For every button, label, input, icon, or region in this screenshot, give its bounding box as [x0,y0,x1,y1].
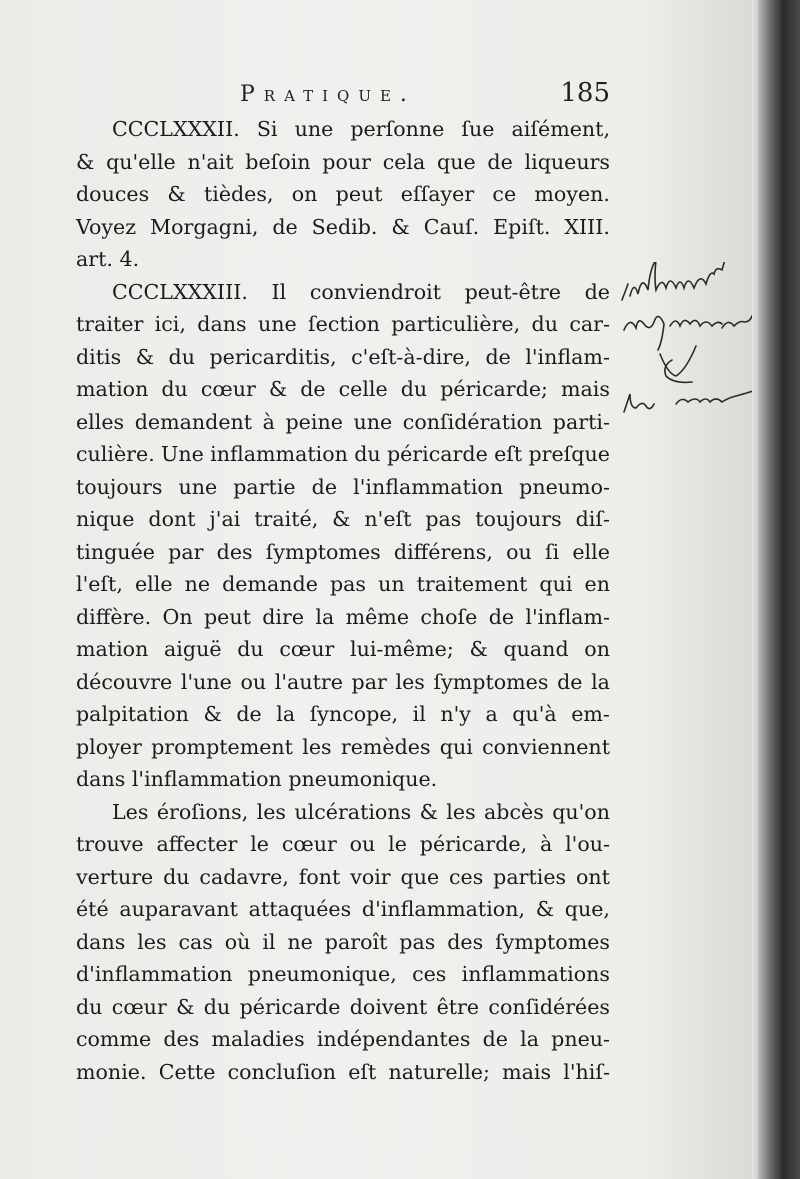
word: quand [503,637,569,661]
body-text [76,113,610,1088]
word: Voyez [76,214,137,239]
word: pericarditis, [209,344,337,369]
word: la [591,669,610,694]
word: cœur [281,832,337,856]
word: les [137,929,167,954]
word: & [419,799,438,824]
word: que [437,149,476,174]
word: Morgagni, [150,214,259,239]
text-line [76,1056,610,1089]
word: auparavant [119,897,238,921]
book-binding [758,0,800,1179]
text-line [76,893,610,926]
word: il [412,702,426,726]
word: les [395,669,425,694]
word: du [531,312,558,336]
word: cœur [200,377,256,401]
word: comme [76,1027,152,1051]
word: l'eſt, [76,572,123,596]
word: demandent [134,409,253,434]
word: par [168,539,204,564]
word: ou [506,539,532,564]
word: mais [560,377,610,401]
word: une [294,117,334,141]
word: des [163,1027,200,1051]
word: les [302,734,332,759]
word: conſidérées [488,994,610,1019]
word: été [76,897,109,921]
word: ditis [76,344,122,369]
text-line [76,341,610,374]
word: & [332,507,351,531]
word: On [162,604,193,629]
word: mation [76,377,149,401]
text-line [76,503,610,536]
word: dans [197,312,247,336]
word: eſt [348,1059,377,1084]
word: où [224,929,251,954]
word: elles [76,409,125,434]
text-line [76,698,610,731]
word: Cette [158,1059,216,1084]
word: qui [539,572,573,596]
word: diffère. [76,604,152,629]
word: ou [349,832,376,856]
word: choſe [420,604,478,629]
word: cadavre, [199,864,289,889]
word: font [298,864,341,889]
word: palpitation [76,702,189,726]
word: Sedib. [311,214,378,239]
word: peine [285,409,343,434]
word: Cauſ. [423,214,480,239]
word: ſection [308,312,380,336]
word: douces [76,182,150,206]
text-line [76,796,610,829]
word: c'eſt-à-dire, [351,344,471,369]
word: mais [502,1059,552,1084]
word: affecter [156,832,238,856]
word: à [539,832,553,856]
word: culière. [76,442,155,466]
word: être [436,994,480,1019]
word: elle [572,539,610,564]
word: ou [240,669,267,694]
word: & [176,994,195,1019]
word: attaquées [248,897,352,921]
word: une [257,312,297,336]
text-line [76,958,610,991]
word: conviennent [482,734,610,759]
word: peut [335,182,383,206]
word: & [268,377,288,401]
word: l'inflammation [353,474,504,499]
word: em- [571,702,610,726]
word: du [161,377,188,401]
text-line [76,243,610,276]
word: péricarde; [440,377,548,401]
word: lui-même; [350,637,454,661]
word: demande [222,572,318,596]
word: parti- [552,409,610,434]
word: naturelle; [388,1059,490,1084]
text-line [76,1023,610,1056]
word: diſ- [575,507,610,531]
word: les [446,799,476,824]
text-line [76,926,610,959]
word: pneumonique, [247,962,397,986]
word: promptement [151,734,293,759]
text-line [76,276,610,309]
line-text: art. 4. [76,247,140,271]
word: monie. [76,1059,147,1084]
word: conſidération [402,409,543,434]
text-line [76,406,610,439]
word: & [469,637,488,661]
word: l'ou- [565,832,610,856]
word: qu'à [512,702,557,726]
word: que, [564,897,610,921]
word: une [178,474,218,499]
word: de [487,149,513,174]
word: & [203,702,222,726]
word: de [485,344,511,369]
word: mation [76,637,149,661]
word: de [482,1027,508,1051]
word: & [76,149,95,174]
word: n'y [440,702,471,726]
word: même [345,604,410,629]
word: n'ait [187,149,234,174]
word: on [291,182,318,206]
word: XIII. [564,214,610,239]
word: peut-être [464,279,561,304]
word: beſoin [245,149,311,174]
word: dire [262,604,305,629]
text-line [76,991,610,1024]
word: que [400,864,440,889]
word: péricarde, [419,832,528,856]
running-head [110,78,610,118]
text-line [76,178,610,211]
word: j'ai [209,507,241,531]
text-line [76,568,610,601]
word: du [400,377,428,401]
word: preſque [528,442,610,466]
word: de [584,279,610,304]
word: dont [148,507,196,531]
word: la [276,702,296,726]
word: ce [492,182,517,206]
word: de [272,214,298,239]
word: inflammations [461,962,610,986]
word: liqueurs [524,149,610,174]
word: voir [350,864,391,889]
word: maladies [211,1027,305,1051]
word: la [315,604,335,629]
word: ſue [461,117,495,141]
word: ſi [544,539,560,564]
text-line [76,731,610,764]
word: des [447,929,484,954]
word: partie [233,474,296,499]
word: elle [134,572,173,596]
word: aiguë [164,637,222,661]
word: différens, [393,539,493,564]
word: de [236,702,262,726]
word: cela [382,149,426,174]
word: verture [76,864,154,889]
word: de [311,474,338,499]
word: on [584,637,610,661]
word: CCCLXXXIII. [112,279,248,304]
word: qu'elle [106,149,176,174]
word: abcès [484,799,544,824]
word: aiſément, [511,117,610,141]
word: péricarde [239,994,341,1019]
text-line [76,373,610,406]
text-line [76,308,610,341]
word: cœur [279,637,335,661]
word: doivent [349,994,428,1019]
word: tièdes, [203,182,274,206]
word: trouve [76,832,144,856]
word: pneu- [551,1027,610,1051]
text-line [76,146,610,179]
word: du [76,994,103,1019]
text-line [76,211,610,244]
word: l'inflam- [525,344,610,369]
word: n'eſt [364,507,412,531]
word: pas [425,507,462,531]
word: inflammation [210,442,348,466]
word: eſſayer [400,182,475,206]
text-line [76,861,610,894]
word: ne [287,929,313,954]
word: parties [493,864,567,889]
word: Epiſt. [493,214,551,239]
word: qui [439,734,473,759]
word: pas [399,929,436,954]
word: ont [575,864,610,889]
word: cœur [111,994,167,1019]
word: du [163,864,190,889]
word: traiter [76,312,144,336]
word: concluſion [227,1059,337,1084]
word: ſyncope, [309,702,399,726]
word: une [353,409,393,434]
word: du [203,994,231,1019]
word: les [256,799,286,824]
word: ſymptomes [433,669,549,694]
word: un [378,572,405,596]
word: des [216,539,253,564]
word: ces [449,864,484,889]
word: Il [271,279,287,304]
word: toujours [76,474,163,499]
word: l'une [180,669,232,694]
word: à [262,409,275,434]
word: Une [161,442,204,466]
word: ici, [154,312,186,336]
word: ces [412,962,447,986]
word: nique [76,507,135,531]
word: paroît [324,929,388,954]
text-line [76,828,610,861]
word: il [262,929,276,954]
word: péricarde [386,442,488,466]
word: indépendantes [316,1027,471,1051]
word: l'inflam- [525,604,610,629]
word: pour [322,149,371,174]
text-line [76,601,610,634]
word: pneumo- [519,474,610,499]
text-line [76,666,610,699]
word: d'inflammation, [361,897,526,921]
word: du [237,637,264,661]
word: par [351,669,387,694]
text-line [76,113,610,146]
text-line [76,471,610,504]
word: éroſions, [156,799,249,824]
text-line [76,633,610,666]
word: Si [256,117,278,141]
word: traité, [254,507,319,531]
word: peut [203,604,251,629]
text-line [76,438,610,471]
word: du [168,344,195,369]
word: de [488,604,515,629]
line-text: dans l'inflammation pneumonique. [76,767,438,791]
word: a [485,702,498,726]
word: ſymptomes [495,929,610,954]
word: le [388,832,407,856]
word: ployer [76,734,142,759]
word: car- [569,312,610,336]
word: ne [184,572,211,596]
word: qu'on [552,799,610,824]
text-line [76,536,610,569]
word: du [354,442,381,466]
word: ſymptomes [265,539,381,564]
word: le [250,832,269,856]
word: CCCLXXXII. [112,117,240,141]
word: & [535,897,555,921]
word: ulcérations [294,799,412,824]
word: eſt [494,442,523,466]
word: celle [338,377,388,401]
word: remèdes [340,734,431,759]
word: d'inflammation [76,962,233,986]
word: perſonne [350,117,445,141]
word: l'hiſ- [563,1059,610,1084]
word: cas [178,929,213,954]
word: & [135,344,155,369]
word: & [391,214,410,239]
word: découvre [76,669,173,694]
word: toujours [475,507,562,531]
word: traitement [416,572,528,596]
word: de [557,669,583,694]
word: moyen. [534,182,610,206]
word: la [520,1027,539,1051]
word: Les [112,799,149,824]
word: particulière, [391,312,521,336]
word: conviendroit [309,279,441,304]
word: & [167,182,186,206]
word: dans [76,929,126,954]
word: de [300,377,326,401]
page-number: 185 [560,78,610,108]
word: tinguée [76,539,155,564]
running-title: Pratique. [240,82,416,107]
word: pas [329,572,366,596]
word: en [584,572,610,596]
text-line [76,763,610,796]
word: l'autre [274,669,343,694]
